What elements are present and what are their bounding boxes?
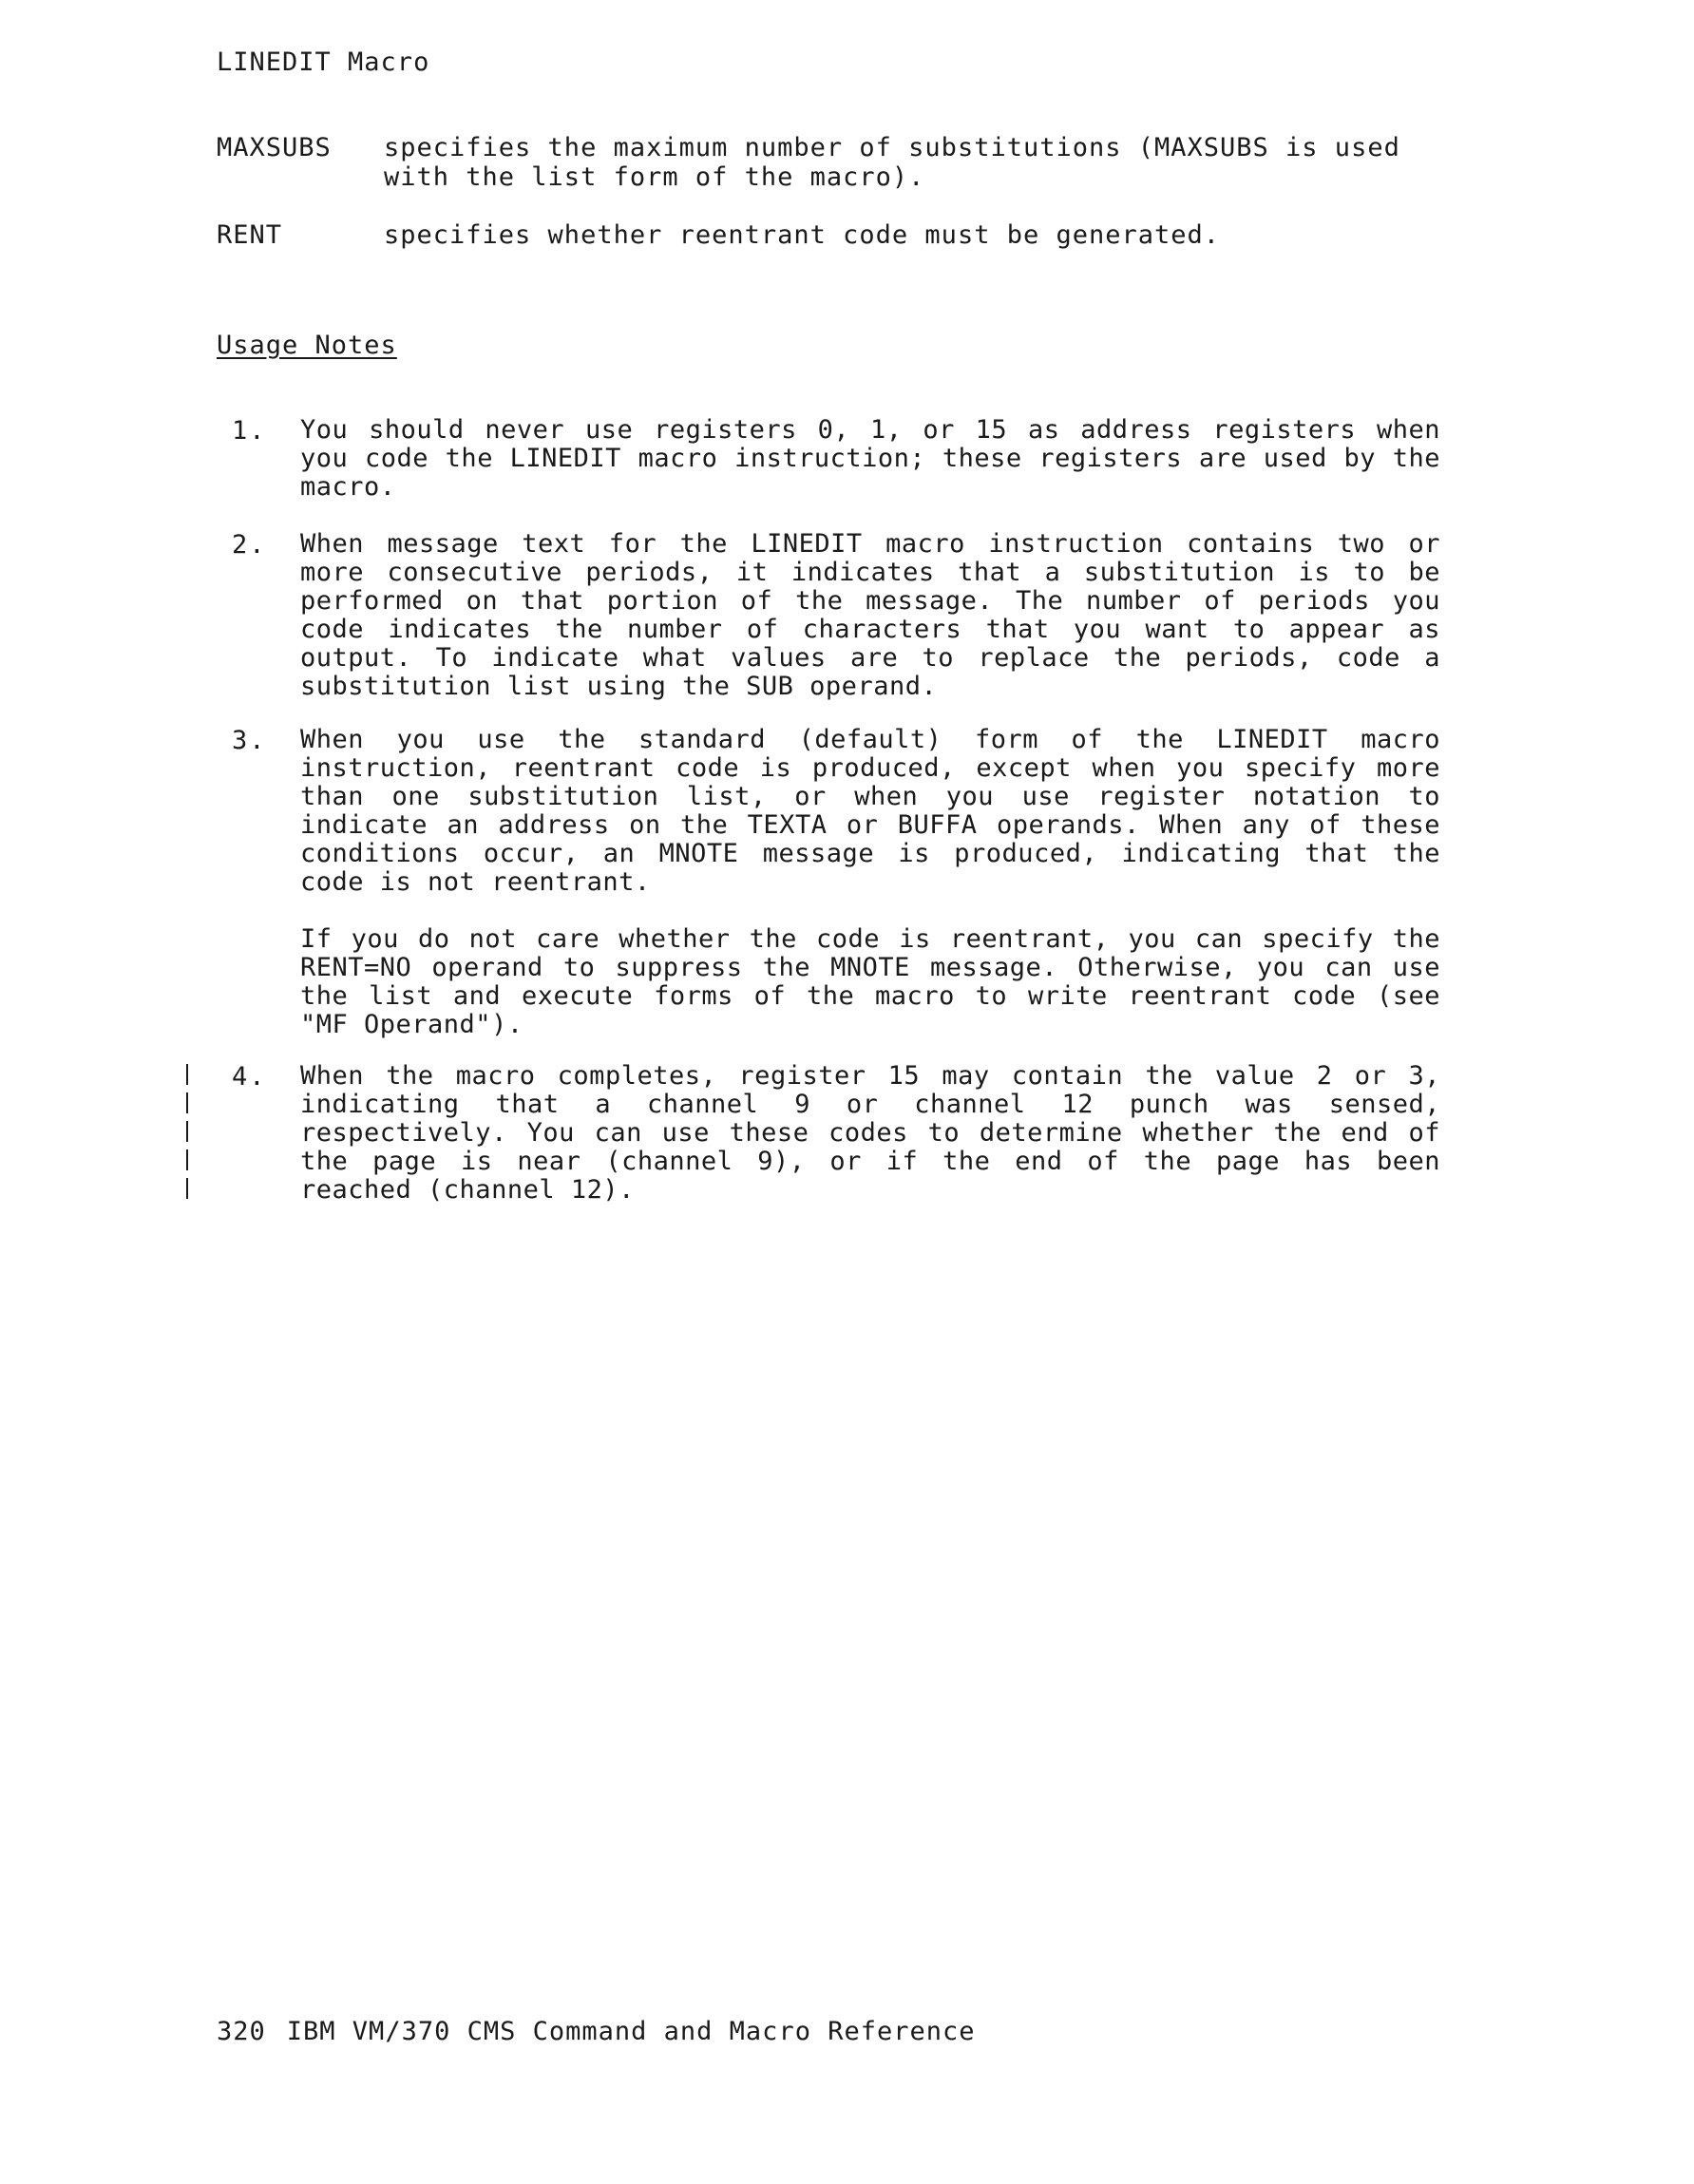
note-body [300,1062,1440,1233]
note-paragraph: If you do not care whether the code is reentrant, you can specify the RENT=NO operand to suppress the MNOTE message. Otherwise, you can use the list and execute forms of the macro to write reentrant code (see "MF Operand"). [300,924,1440,1039]
page-footer [217,2017,976,2046]
note-body [300,726,1440,1068]
parameter-name: MAXSUBS [217,133,332,162]
note-number: 2. [232,530,267,560]
parameter-description: specifies the maximum number of substitutions (MAXSUBS is used with the list form of the macro). [384,133,1400,192]
note-number: 4. [232,1062,267,1092]
note-body [300,416,1440,530]
publication-title: IBM VM/370 CMS Command and Macro Reference [286,2017,976,2046]
note-paragraph: When message text for the LINEDIT macro instruction contains two or more consecutive periods, it indicates that a substitution is to be performed on that portion of the message. The number of periods you code indicates the number of characters that you want to appear as output. To indicate what values are to replace the periods, code a substitution list using the SUB operand. [300,529,1440,701]
parameter-name: RENT [217,220,283,250]
page-number: 320 [217,2017,266,2046]
note-number: 1. [232,416,267,446]
note-number: 3. [232,726,267,755]
revision-change-bar [186,1064,188,1206]
parameter-description: specifies whether reentrant code must be generated. [384,220,1221,250]
note-paragraph: When you use the standard (default) form of the LINEDIT macro instruction, reentrant code is produced, except when you specify more than one substitution list, or when you use register notation to indicate an address on the TEXTA or BUFFA operands. When any of these conditions occur, an MNOTE message is produced, indicating that the code is not reentrant. [300,725,1440,897]
note-paragraph: You should never use registers 0, 1, or 15 as address registers when you code the LINEDIT macro instruction; these registers are used by the macro. [300,415,1440,502]
note-paragraph: When the macro completes, register 15 may contain the value 2 or 3, indicating that a channel 9 or channel 12 punch was sensed, respectively. You can use these codes to determine whether the end of the page is near (channel 9), or if the end of the page has been reached (channel 12). [300,1061,1440,1205]
note-body [300,530,1440,730]
usage-notes-heading: Usage Notes [217,331,397,360]
running-head: LINEDIT Macro [217,47,430,77]
